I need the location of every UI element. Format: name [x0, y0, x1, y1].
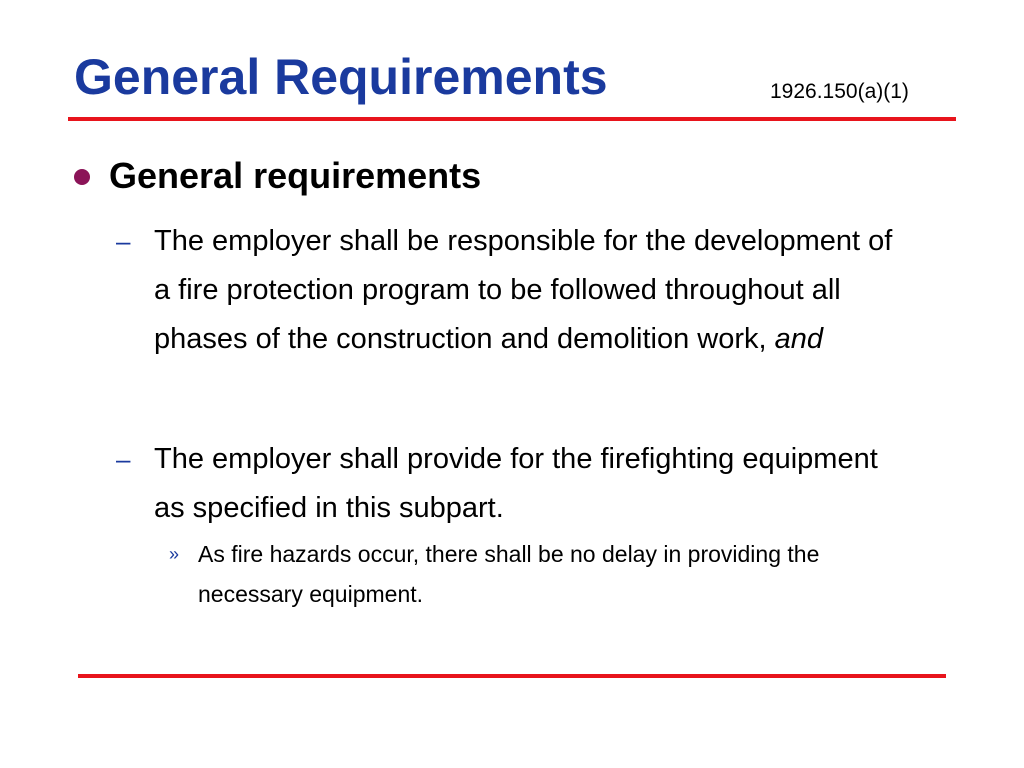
sub-point-1-emphasis: and [774, 323, 824, 355]
footer-divider [78, 674, 946, 678]
nested-sub-point-text: As fire hazards occur, there shall be no delay in providing the necessary equipment. [198, 541, 820, 607]
dash-icon: – [116, 226, 131, 256]
main-bullet [74, 156, 481, 196]
sub-point-2-text: The employer shall provide for the firefighting equipment as specified in this subpart. [154, 443, 878, 524]
bullet-dot-icon [74, 169, 90, 185]
sub-point-1-text [154, 217, 914, 364]
slide-title: General Requirements [74, 49, 608, 105]
sub-point-1-body: The employer shall be responsible for the development of a fire protection program to be followed throughout all phases of the construction and demolition work, [154, 225, 893, 355]
dash-icon: – [116, 444, 131, 474]
title-divider [68, 117, 956, 121]
double-chevron-icon: » [169, 544, 180, 564]
main-bullet-text: General requirements [109, 155, 482, 196]
regulation-reference: 1926.150(a)(1) [770, 80, 909, 103]
